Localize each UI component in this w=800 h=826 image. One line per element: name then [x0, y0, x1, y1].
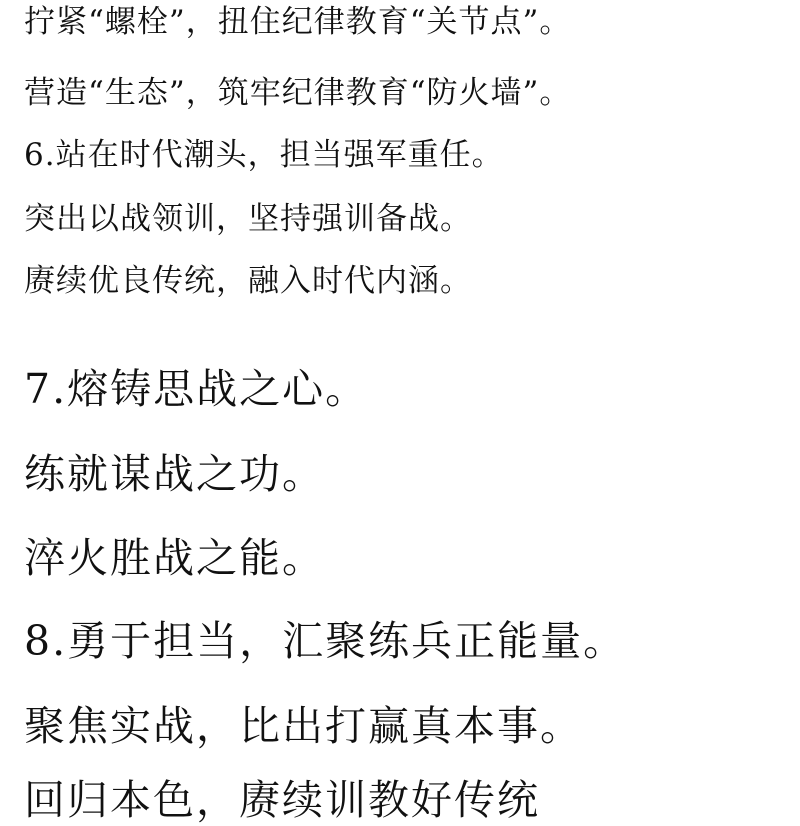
text-line: 回归本色，赓续训教好传统: [24, 776, 540, 824]
text-line: 练就谋战之功。: [24, 450, 325, 498]
text-line: 营造“生态”，筑牢纪律教育“防火墙”。: [24, 75, 572, 111]
section-heading-8: 8.勇于担当，汇聚练兵正能量。: [24, 617, 627, 665]
text-line: 聚焦实战，比出打赢真本事。: [24, 702, 583, 750]
section-heading-7: 7.熔铸思战之心。: [24, 365, 369, 413]
text-line: 赓续优良传统，融入时代内涵。: [24, 263, 472, 299]
text-line: 拧紧“螺栓”，扭住纪律教育“关节点”。: [24, 4, 572, 40]
text-line: 淬火胜战之能。: [24, 534, 325, 582]
section-heading-6: 6.站在时代潮头，担当强军重任。: [24, 137, 504, 173]
text-line: 突出以战领训，坚持强训备战。: [24, 201, 472, 237]
